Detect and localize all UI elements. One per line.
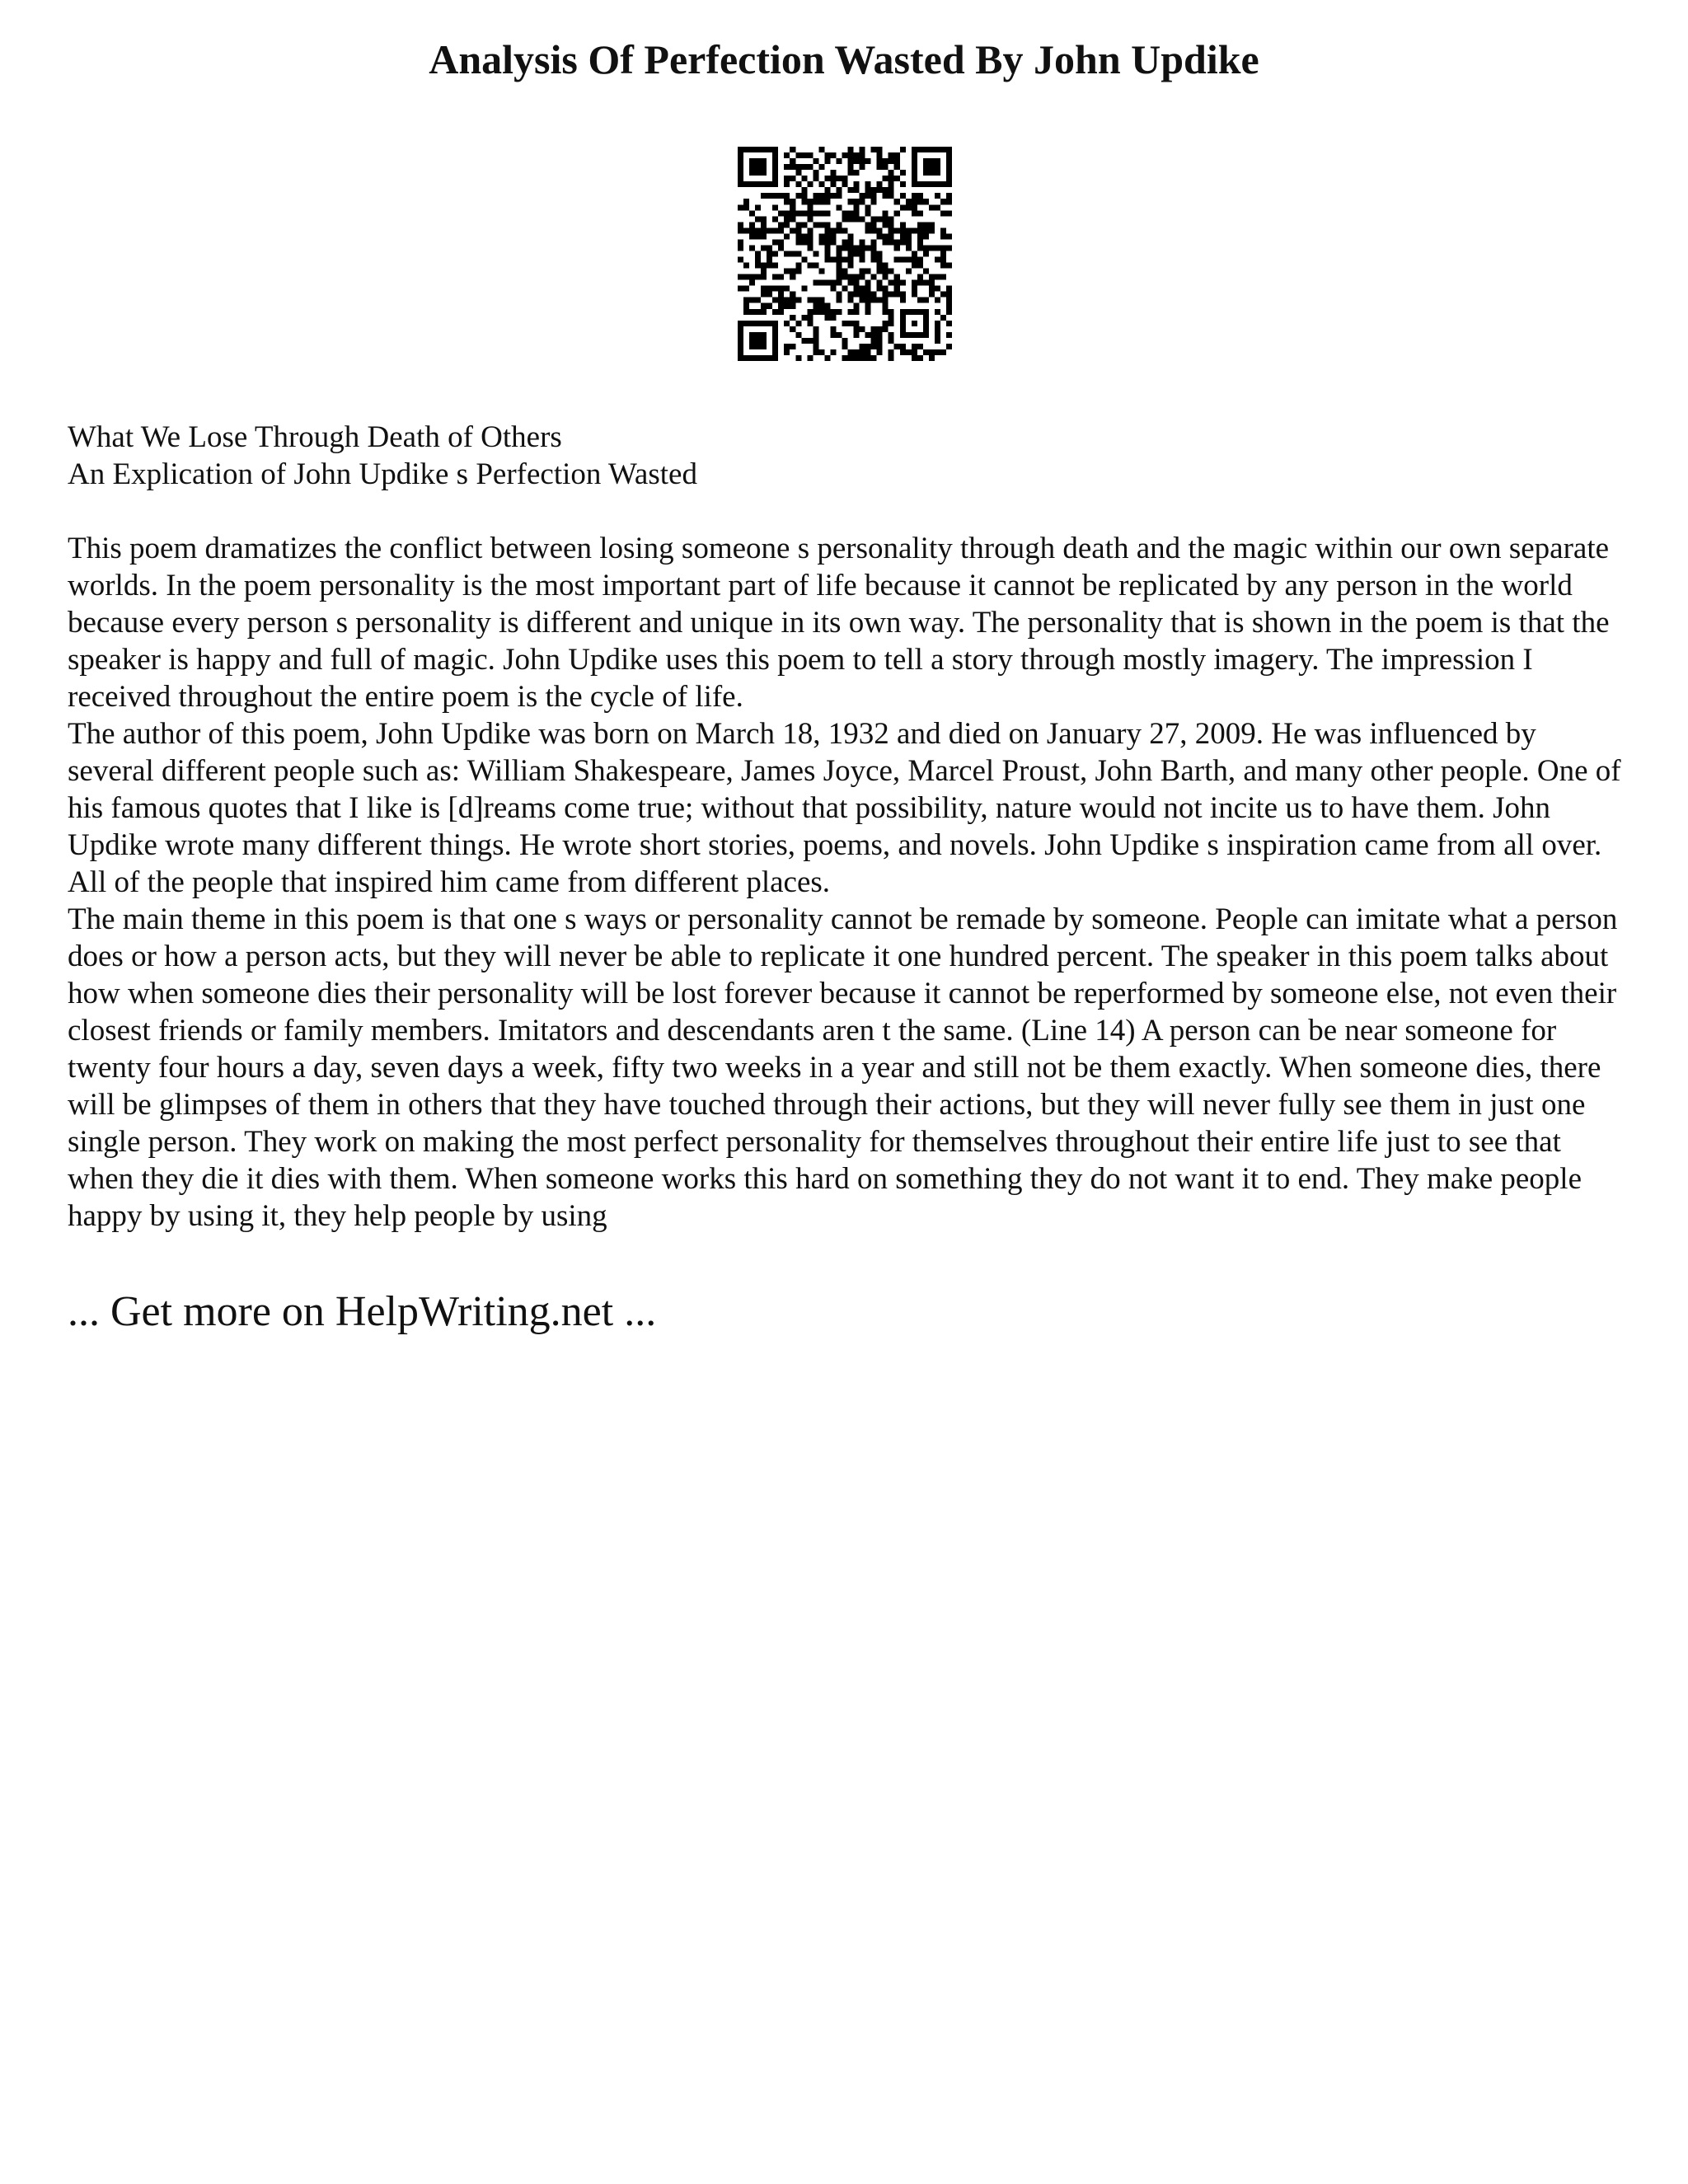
article-body (68, 530, 1625, 1235)
paragraph: This poem dramatizes the conflict between losing someone s personality through death and the magic within our own separate worlds. In the poem personality is the most important part of life because it cannot be replicated by any person in the world because every person s personality is different and unique in its own way. The personality that is shown in the poem is that the speaker is happy and full of magic. John Updike uses this poem to tell a story through mostly imagery. The impression I received throughout the entire poem is the cycle of life. (68, 532, 1610, 714)
page-title: Analysis Of Perfection Wasted By John Updike (429, 36, 1259, 82)
paragraph: The author of this poem, John Updike was born on March 18, 1932 and died on January 27, 2009. He was influenced by several different people such as: William Shakespeare, James Joyce, Marcel Proust, John Barth, and many other people. One of his famous quotes that I like is [d]reams come true; without that possibility, nature would not incite us to have them. John Updike wrote many different things. He wrote short stories, poems, and novels. John Updike s inspiration came from all over. All of the people that inspired him came from different places. (68, 717, 1621, 899)
subtitle-block (68, 419, 1620, 493)
qr-code-icon (738, 147, 952, 361)
get-more-link[interactable]: ... Get more on HelpWriting.net ... (68, 1288, 657, 1335)
paragraph: The main theme in this poem is that one s ways or personality cannot be remade by someone. People can imitate what a person does or how a person acts, but they will never be able to replicate it one hundred percent. The speaker in this poem talks about how when someone dies their personality will be lost forever because it cannot be reperformed by someone else, not even their closest friends or family members. Imitators and descendants aren t the same. (Line 14) A person can be near someone for twenty four hours a day, seven days a week, fifty two weeks in a year and still not be them exactly. When someone dies, there will be glimpses of them in others that they have touched through their actions, but they will never fully see them in just one single person. They work on making the most perfect personality for themselves throughout their entire life just to see that when they die it dies with them. When someone works this hard on something they do not want it to end. They make people happy by using it, they help people by using (68, 902, 1618, 1233)
subtitle-line: What We Lose Through Death of Others (68, 420, 562, 454)
subtitle-line: An Explication of John Updike s Perfection Wasted (68, 457, 697, 491)
